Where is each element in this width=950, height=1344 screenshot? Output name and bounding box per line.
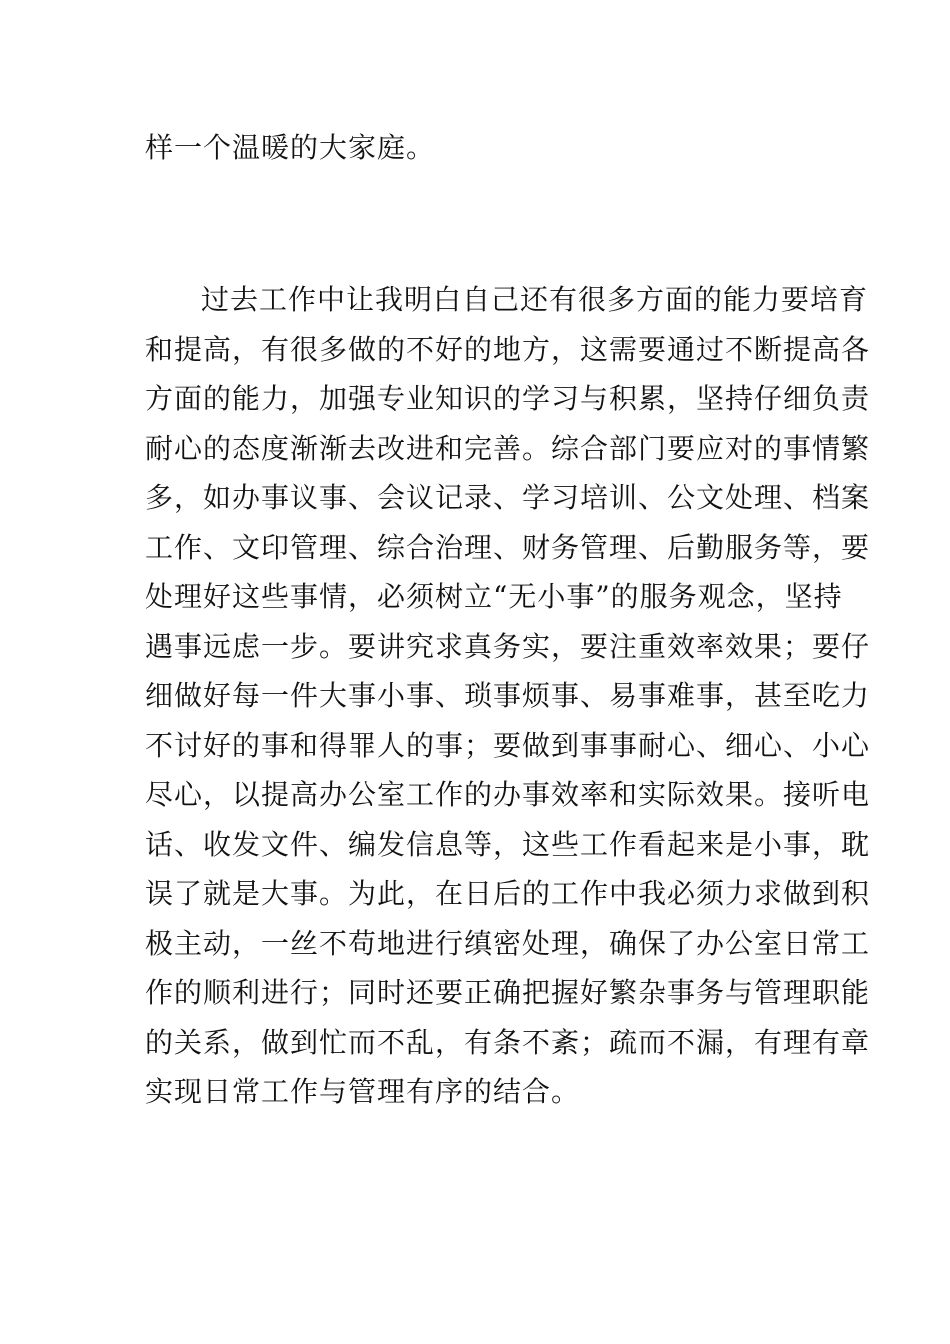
- paragraph-line: 方面的能力，加强专业知识的学习与积累，坚持仔细负责: [145, 382, 871, 415]
- paragraph-line: 话、收发文件、编发信息等，这些工作看起来是小事，耽: [145, 828, 871, 861]
- paragraph-line: 耐心的态度渐渐去改进和完善。综合部门要应对的事情繁: [145, 432, 871, 465]
- paragraph-line: 工作、文印管理、综合治理、财务管理、后勤服务等，要: [145, 531, 871, 564]
- paragraph-line: 遇事远虑一步。要讲究求真务实，要注重效率效果；要仔: [145, 630, 871, 663]
- paragraph-line: 尽心，以提高办公室工作的办事效率和实际效果。接听电: [145, 778, 871, 811]
- paragraph-line: 不讨好的事和得罪人的事；要做到事事耐心、细心、小心: [145, 729, 871, 762]
- paragraph-line: 实现日常工作与管理有序的结合。: [145, 1075, 581, 1108]
- paragraph-line: 极主动，一丝不苟地进行缜密处理，确保了办公室日常工: [145, 927, 871, 960]
- intro-text-line: 样一个温暖的大家庭。: [145, 131, 436, 164]
- paragraph-line: 过去工作中让我明白自己还有很多方面的能力要培育: [201, 283, 869, 316]
- paragraph-line: 处理好这些事情，必须树立“无小事”的服务观念，坚持: [145, 580, 843, 613]
- paragraph-line: 的关系，做到忙而不乱，有条不紊；疏而不漏，有理有章: [145, 1026, 871, 1059]
- paragraph-line: 多，如办事议事、会议记录、学习培训、公文处理、档案: [145, 481, 871, 514]
- paragraph-line: 细做好每一件大事小事、琐事烦事、易事难事，甚至吃力: [145, 679, 871, 712]
- paragraph-line: 作的顺利进行；同时还要正确把握好繁杂事务与管理职能: [145, 976, 871, 1009]
- paragraph-line: 和提高，有很多做的不好的地方，这需要通过不断提高各: [145, 333, 871, 366]
- paragraph-line: 误了就是大事。为此，在日后的工作中我必须力求做到积: [145, 877, 871, 910]
